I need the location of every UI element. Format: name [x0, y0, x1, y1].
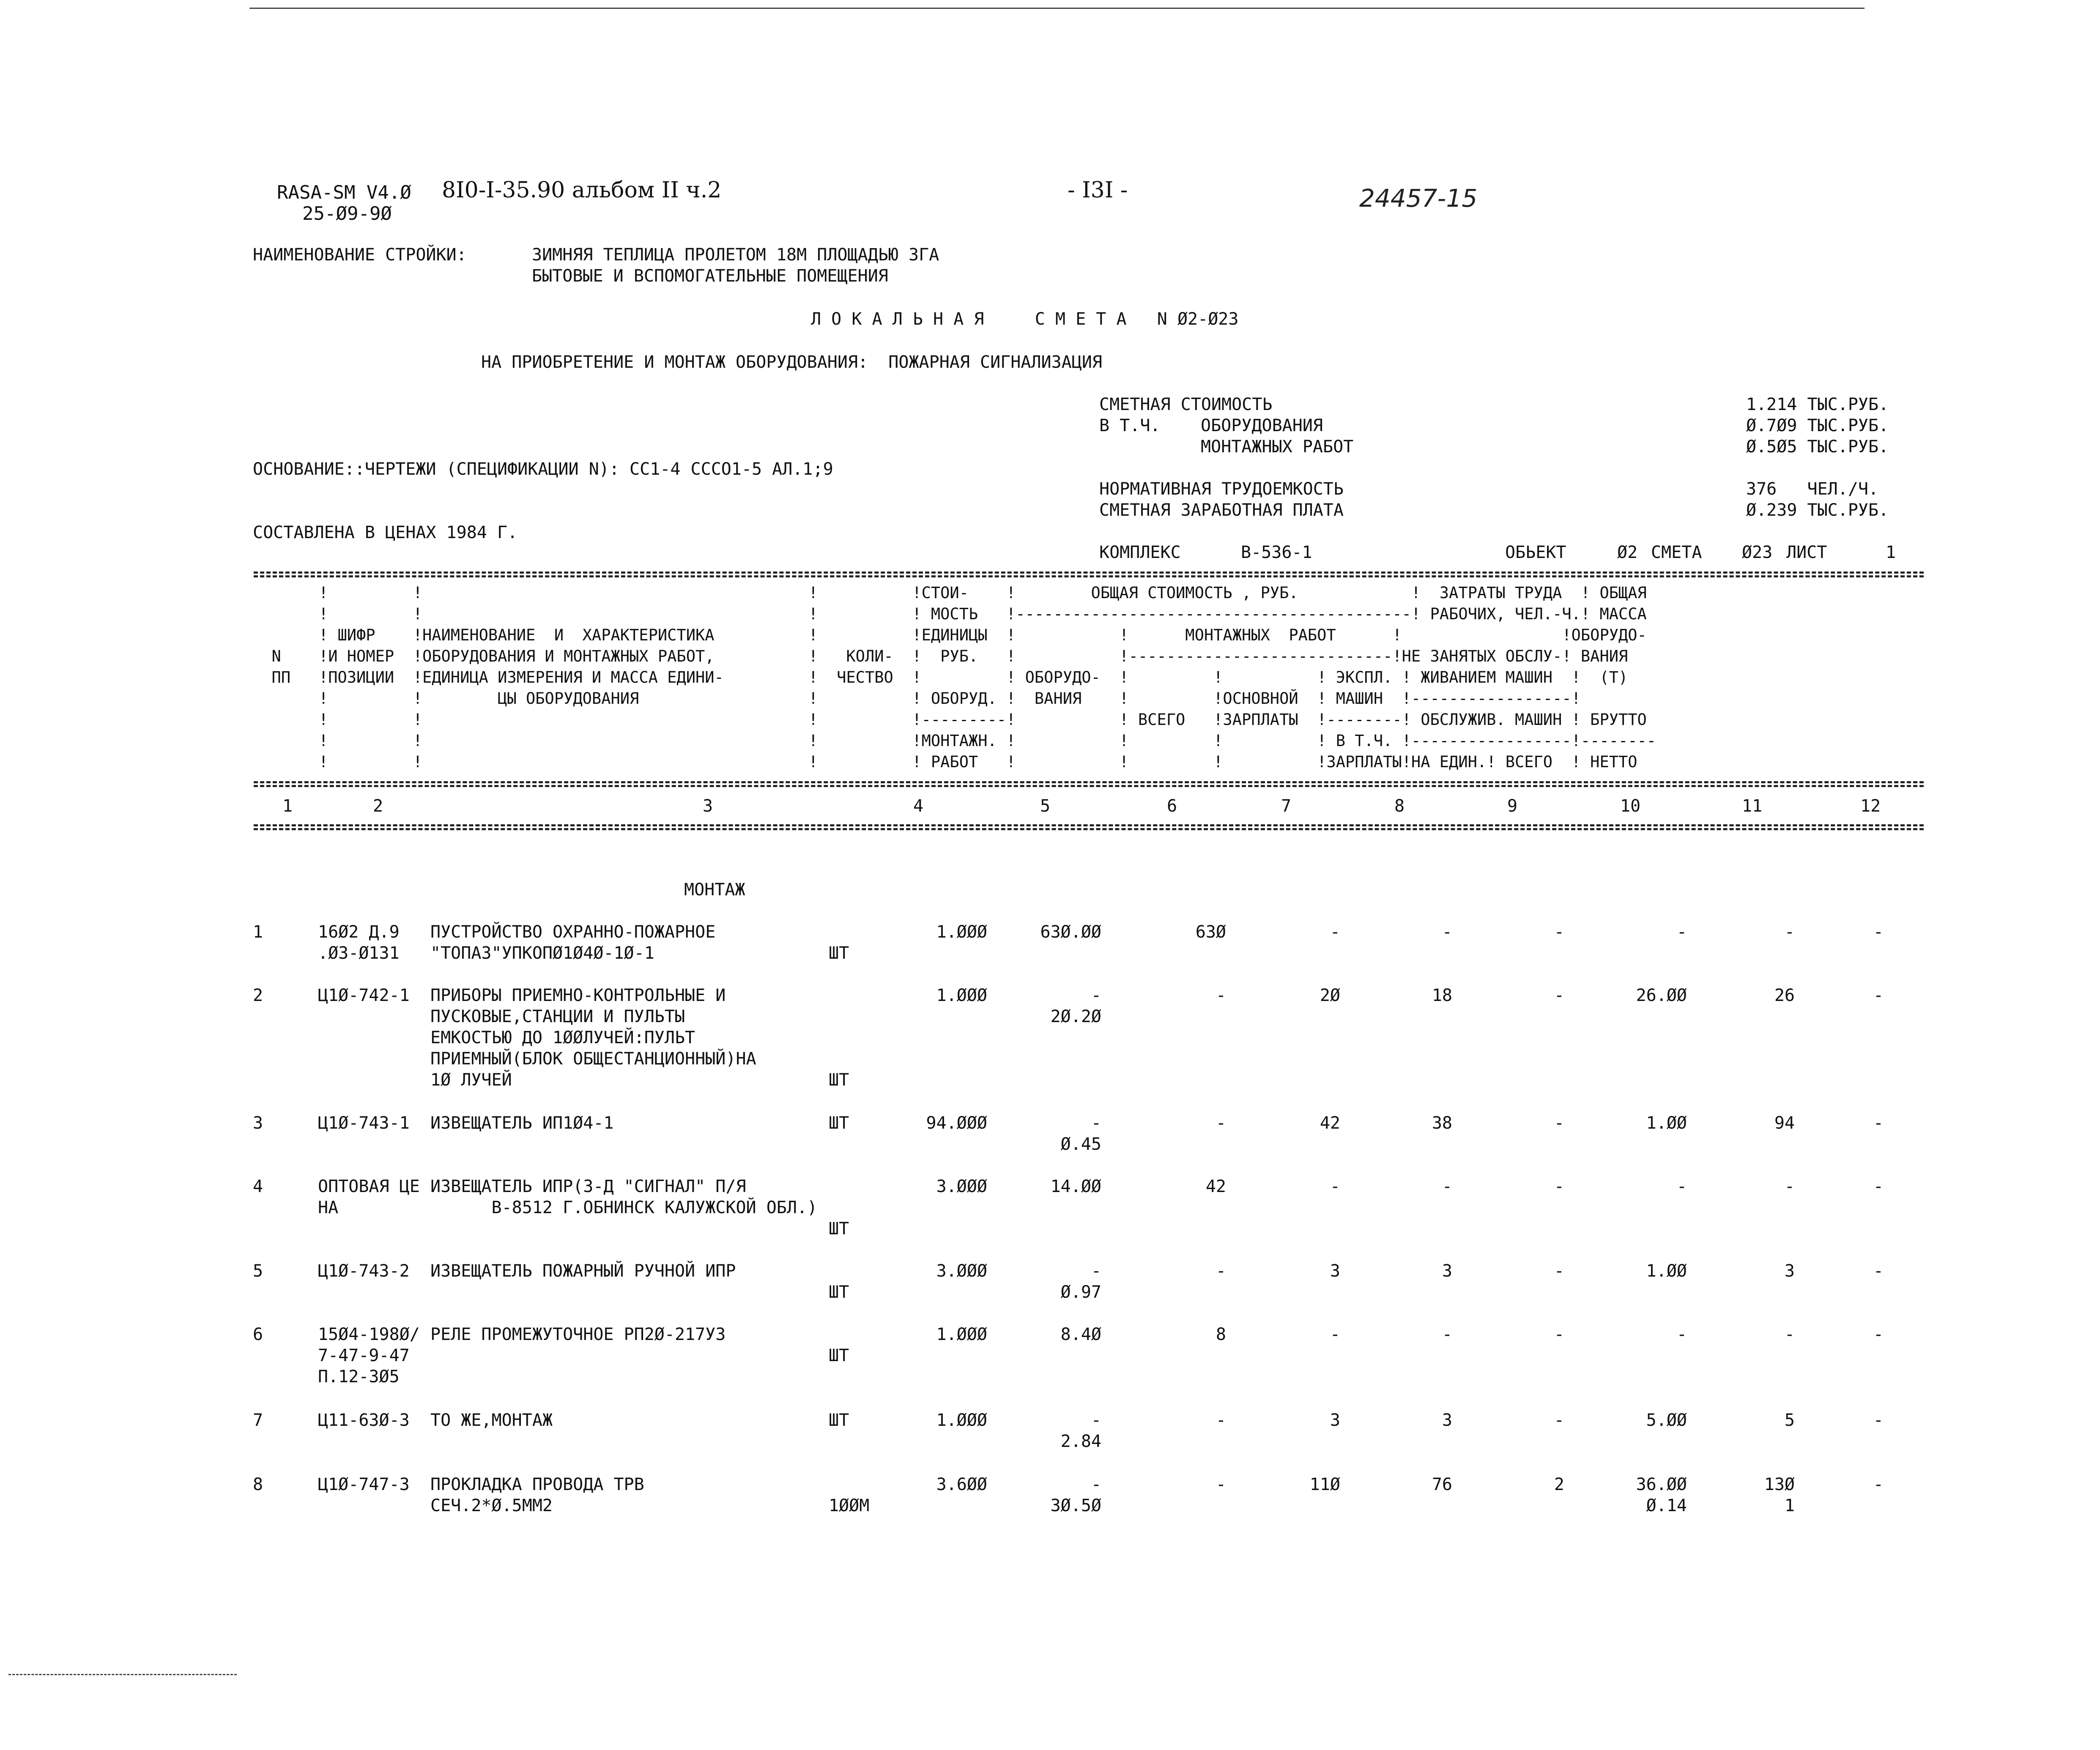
table-top-rule	[254, 571, 1924, 574]
install-total: 3	[1330, 1261, 1340, 1281]
mass: -	[1873, 922, 1884, 942]
page-number: - I3I -	[1068, 178, 1128, 203]
album-reference: 8I0-I-35.90 альбом II ч.2	[442, 178, 722, 203]
labor-label: НОРМАТИВНАЯ ТРУДОЕМКОСТЬ	[1099, 479, 1344, 499]
item-description: ПРИБОРЫ ПРИЕМНО-КОНТРОЛЬНЫЕ И	[430, 986, 726, 1005]
sheet-label: ЛИСТ	[1786, 543, 1827, 562]
complex-value: В-536-1	[1241, 543, 1312, 562]
quantity: 3.ØØØ	[936, 1261, 987, 1281]
unit-price: 2Ø.2Ø	[1050, 1007, 1101, 1026]
column-number: 1	[282, 796, 293, 816]
program-name: RASA-SM V4.Ø	[277, 182, 411, 203]
row-number: 8	[253, 1475, 263, 1494]
estimated-cost-label: СМЕТНАЯ СТОИМОСТЬ	[1099, 395, 1273, 414]
labor-per-unit: 26.ØØ	[1636, 986, 1687, 1005]
equipment-cost: -	[1216, 1475, 1226, 1494]
unit-price: Ø.97	[1060, 1282, 1101, 1302]
unit-of-measure: ШТ	[829, 1411, 849, 1430]
project-line-2: БЫТОВЫЕ И ВСПОМОГАТЕЛЬНЫЕ ПОМЕЩЕНИЯ	[532, 266, 888, 286]
labor-total: -	[1784, 922, 1795, 942]
labor-total: 1	[1784, 1496, 1795, 1515]
unit-price: -	[1091, 1261, 1101, 1281]
unit-of-measure: ШТ	[829, 943, 849, 963]
labor-total: 94	[1774, 1113, 1795, 1133]
table-header-line: ! ШИФР !НАИМЕНОВАНИЕ И ХАРАКТЕРИСТИКА ! !ЕДИНИЦЫ ! ! МОНТАЖНЫХ РАБОТ ! !ОБОРУДО-	[253, 626, 1647, 644]
position-code: Ц1Ø-747-3	[318, 1475, 410, 1494]
document-code: 24457-15	[1359, 184, 1478, 213]
wage-value: Ø.239 ТЫС.РУБ.	[1746, 500, 1889, 520]
position-code: Ц1Ø-743-1	[318, 1113, 410, 1133]
mass: -	[1873, 1325, 1884, 1344]
unit-price: -	[1091, 1113, 1101, 1133]
position-code: НА	[318, 1198, 339, 1217]
labor-per-unit: -	[1676, 922, 1687, 942]
item-description: 1Ø ЛУЧЕЙ	[430, 1070, 512, 1090]
equipment-label: ОБОРУДОВАНИЯ	[1201, 416, 1323, 435]
row-number: 4	[253, 1177, 263, 1196]
column-number: 7	[1281, 796, 1292, 816]
machine-cost: -	[1554, 986, 1564, 1005]
unit-price: -	[1091, 1475, 1101, 1494]
equipment-cost: 8	[1216, 1325, 1226, 1344]
position-code: .Ø3-Ø131	[318, 943, 400, 963]
equipment-cost: -	[1216, 1261, 1226, 1281]
item-description: ЕМКОСТЬЮ ДО 1ØØЛУЧЕЙ:ПУЛЬТ	[430, 1028, 695, 1047]
project-line-1: ЗИМНЯЯ ТЕПЛИЦА ПРОЛЕТОМ 18М ПЛОЩАДЬЮ 3ГА	[532, 245, 939, 265]
install-label: МОНТАЖНЫХ РАБОТ	[1201, 437, 1354, 457]
table-header-bottom-rule	[254, 781, 1924, 783]
labor-total: 26	[1774, 986, 1795, 1005]
unit-of-measure: 1ØØМ	[829, 1496, 870, 1515]
install-total: -	[1330, 922, 1340, 942]
unit-of-measure: ШТ	[829, 1113, 849, 1133]
item-description: ИЗВЕЩАТЕЛЬ ИП1Ø4-1	[430, 1113, 614, 1133]
machine-cost: -	[1554, 1411, 1564, 1430]
labor-per-unit: -	[1676, 1177, 1687, 1196]
labor-per-unit: -	[1676, 1325, 1687, 1344]
object-label: ОБЬЕКТ	[1505, 543, 1566, 562]
unit-price: 8.4Ø	[1060, 1325, 1101, 1344]
quantity: 94.ØØØ	[926, 1113, 987, 1133]
table-header-line: N !И НОМЕР !ОБОРУДОВАНИЯ И МОНТАЖНЫХ РАБОТ, ! КОЛИ- ! РУБ. ! !----------------------------!НЕ ЗАНЯТЫХ ОБСЛУ-! ВАНИЯ	[253, 647, 1628, 665]
unit-price: 14.ØØ	[1050, 1177, 1101, 1196]
table-header-line: ПП !ПОЗИЦИИ !ЕДИНИЦА ИЗМЕРЕНИЯ И МАССА ЕДИНИ- ! ЧЕСТВО ! ! ОБОРУДО- ! ! ! ЭКСПЛ. ! ЖИВАНИЕМ МАШИН ! (Т)	[253, 668, 1628, 686]
labor-total: 3	[1784, 1261, 1795, 1281]
row-number: 5	[253, 1261, 263, 1281]
item-description: "ТОПАЗ"УПКОПØ1Ø4Ø-1Ø-1	[430, 943, 654, 963]
base-wage: -	[1442, 922, 1452, 942]
install-total: 42	[1320, 1113, 1340, 1133]
table-header-line: ! ! ! !СТОИ- ! ОБЩАЯ СТОИМОСТЬ , РУБ. ! ЗАТРАТЫ ТРУДА ! ОБЩАЯ	[253, 584, 1647, 602]
base-wage: 76	[1432, 1475, 1452, 1494]
unit-price: -	[1091, 1411, 1101, 1430]
project-label: НАИМЕНОВАНИЕ СТРОЙКИ:	[253, 245, 467, 265]
table-header-line: ! ! ! ! РАБОТ ! ! ! !ЗАРПЛАТЫ!НА ЕДИН.! ВСЕГО ! НЕТТО	[253, 753, 1637, 771]
labor-total: 5	[1784, 1411, 1795, 1430]
position-code: Ц1Ø-742-1	[318, 986, 410, 1005]
mass: -	[1873, 1411, 1884, 1430]
row-number: 7	[253, 1411, 263, 1430]
column-number: 11	[1742, 796, 1763, 816]
install-total: 11Ø	[1309, 1475, 1340, 1494]
base-wage: 18	[1432, 986, 1452, 1005]
quantity: 3.6ØØ	[936, 1475, 987, 1494]
machine-cost: 2	[1554, 1475, 1564, 1494]
complex-label: КОМПЛЕКС	[1099, 543, 1181, 562]
quantity: 1.ØØØ	[936, 1411, 987, 1430]
basis-line: ОСНОВАНИЕ::ЧЕРТЕЖИ (СПЕЦИФИКАЦИИ N): СС1-4 СССО1-5 АЛ.1;9	[253, 459, 833, 479]
base-wage: 3	[1442, 1411, 1452, 1430]
bottom-edge-line	[8, 1674, 237, 1675]
install-total: -	[1330, 1325, 1340, 1344]
equipment-cost: -	[1216, 1113, 1226, 1133]
labor-per-unit: Ø.14	[1646, 1496, 1687, 1515]
mass: -	[1873, 1177, 1884, 1196]
mass: -	[1873, 1261, 1884, 1281]
wage-label: СМЕТНАЯ ЗАРАБОТНАЯ ПЛАТА	[1099, 500, 1344, 520]
item-description: ТО ЖЕ,МОНТАЖ	[430, 1411, 553, 1430]
estimate-subtitle: НА ПРИОБРЕТЕНИЕ И МОНТАЖ ОБОРУДОВАНИЯ: ПОЖАРНАЯ СИГНАЛИЗАЦИЯ	[481, 353, 1103, 372]
labor-per-unit: 5.ØØ	[1646, 1411, 1687, 1430]
item-description: РЕЛЕ ПРОМЕЖУТОЧНОЕ РП2Ø-217У3	[430, 1325, 726, 1344]
labor-total: -	[1784, 1325, 1795, 1344]
item-description: В-8512 Г.ОБНИНСК КАЛУЖСКОЙ ОБЛ.)	[430, 1198, 818, 1217]
unit-price: 3Ø.5Ø	[1050, 1496, 1101, 1515]
column-number-bottom-rule	[254, 824, 1924, 826]
item-description: ПРОКЛАДКА ПРОВОДА ТРВ	[430, 1475, 644, 1494]
equipment-cost: -	[1216, 1411, 1226, 1430]
machine-cost: -	[1554, 1261, 1564, 1281]
labor-per-unit: 1.ØØ	[1646, 1113, 1687, 1133]
column-number: 10	[1620, 796, 1641, 816]
base-wage: 3	[1442, 1261, 1452, 1281]
estimate-title: Л О К А Л Ь Н А Я С М Е Т А N Ø2-Ø23	[811, 309, 1239, 329]
column-number: 9	[1507, 796, 1518, 816]
position-code: Ц11-63Ø-3	[318, 1411, 410, 1430]
install-total: 2Ø	[1320, 986, 1340, 1005]
labor-per-unit: 1.ØØ	[1646, 1261, 1687, 1281]
equipment-cost: 63Ø	[1195, 922, 1226, 942]
column-number: 2	[373, 796, 383, 816]
position-code: 15Ø4-198Ø/	[318, 1325, 420, 1344]
machine-cost: -	[1554, 1325, 1564, 1344]
mass: -	[1873, 986, 1884, 1005]
position-code: ОПТОВАЯ ЦЕ	[318, 1177, 420, 1196]
position-code: 7-47-9-47	[318, 1346, 410, 1365]
item-description: ИЗВЕЩАТЕЛЬ ИПР(3-Д "СИГНАЛ" П/Я	[430, 1177, 746, 1196]
position-code: П.12-3Ø5	[318, 1367, 400, 1386]
equipment-cost: 42	[1205, 1177, 1226, 1196]
equipment-value: Ø.7Ø9 ТЫС.РУБ.	[1746, 416, 1889, 435]
table-header-line: ! ! ЦЫ ОБОРУДОВАНИЯ ! ! ОБОРУД. ! ВАНИЯ ! !ОСНОВНОЙ ! МАШИН !-----------------!	[253, 689, 1581, 708]
base-wage: -	[1442, 1177, 1452, 1196]
labor-total: 13Ø	[1764, 1475, 1795, 1494]
sheet-value: 1	[1886, 543, 1896, 562]
table-header-line: ! ! ! !МОНТАЖН. ! ! ! ! В Т.Ч. !-----------------!--------	[253, 732, 1656, 750]
print-date: 25-Ø9-9Ø	[302, 203, 392, 224]
quantity: 1.ØØØ	[936, 1325, 987, 1344]
equipment-cost: -	[1216, 986, 1226, 1005]
including-label: В Т.Ч.	[1099, 416, 1161, 435]
column-number: 8	[1394, 796, 1405, 816]
quantity: 3.ØØØ	[936, 1177, 987, 1196]
base-wage: 38	[1432, 1113, 1452, 1133]
unit-price: 2.84	[1060, 1432, 1101, 1451]
smeta-value: Ø23	[1742, 543, 1773, 562]
position-code: 16Ø2 Д.9	[318, 922, 400, 942]
install-total: 3	[1330, 1411, 1340, 1430]
item-description: ПУСКОВЫЕ,СТАНЦИИ И ПУЛЬТЫ	[430, 1007, 685, 1026]
top-edge-line	[249, 8, 1865, 9]
unit-of-measure: ШТ	[829, 1070, 849, 1090]
position-code: Ц1Ø-743-2	[318, 1261, 410, 1281]
machine-cost: -	[1554, 1177, 1564, 1196]
object-value: Ø2	[1617, 543, 1638, 562]
item-description: ПУСТРОЙСТВО ОХРАННО-ПОЖАРНОЕ	[430, 922, 716, 942]
machine-cost: -	[1554, 1113, 1564, 1133]
unit-price: Ø.45	[1060, 1135, 1101, 1154]
column-number: 4	[913, 796, 924, 816]
mass: -	[1873, 1475, 1884, 1494]
quantity: 1.ØØØ	[936, 922, 987, 942]
smeta-label: СМЕТА	[1651, 543, 1702, 562]
column-number: 5	[1040, 796, 1051, 816]
labor-total: -	[1784, 1177, 1795, 1196]
unit-of-measure: ШТ	[829, 1282, 849, 1302]
item-description: СЕЧ.2*Ø.5ММ2	[430, 1496, 553, 1515]
column-number: 6	[1167, 796, 1177, 816]
unit-of-measure: ШТ	[829, 1219, 849, 1239]
labor-value: 376 ЧЕЛ./Ч.	[1746, 479, 1879, 499]
unit-price: -	[1091, 986, 1101, 1005]
row-number: 3	[253, 1113, 263, 1133]
install-total: -	[1330, 1177, 1340, 1196]
column-number: 12	[1860, 796, 1881, 816]
unit-of-measure: ШТ	[829, 1346, 849, 1365]
unit-price: 63Ø.ØØ	[1040, 922, 1101, 942]
row-number: 2	[253, 986, 263, 1005]
quantity: 1.ØØØ	[936, 986, 987, 1005]
estimated-cost-value: 1.214 ТЫС.РУБ.	[1746, 395, 1889, 414]
item-description: ПРИЕМНЫЙ(БЛОК ОБЩЕСТАНЦИОННЫЙ)НА	[430, 1049, 756, 1069]
prices-line: СОСТАВЛЕНА В ЦЕНАХ 1984 Г.	[253, 523, 518, 542]
base-wage: -	[1442, 1325, 1452, 1344]
labor-per-unit: 36.ØØ	[1636, 1475, 1687, 1494]
row-number: 6	[253, 1325, 263, 1344]
mass: -	[1873, 1113, 1884, 1133]
row-number: 1	[253, 922, 263, 942]
section-title: МОНТАЖ	[684, 880, 745, 900]
table-header-line: ! ! ! ! МОСТЬ !------------------------------------------! РАБОЧИХ, ЧЕЛ.-Ч.! МАССА	[253, 605, 1647, 623]
column-number: 3	[703, 796, 713, 816]
machine-cost: -	[1554, 922, 1564, 942]
item-description: ИЗВЕЩАТЕЛЬ ПОЖАРНЫЙ РУЧНОЙ ИПР	[430, 1261, 736, 1281]
table-header-line: ! ! ! !---------! ! ВСЕГО !ЗАРПЛАТЫ !--------! ОБСЛУЖИВ. МАШИН ! БРУТТО	[253, 711, 1647, 729]
install-value: Ø.5Ø5 ТЫС.РУБ.	[1746, 437, 1889, 457]
